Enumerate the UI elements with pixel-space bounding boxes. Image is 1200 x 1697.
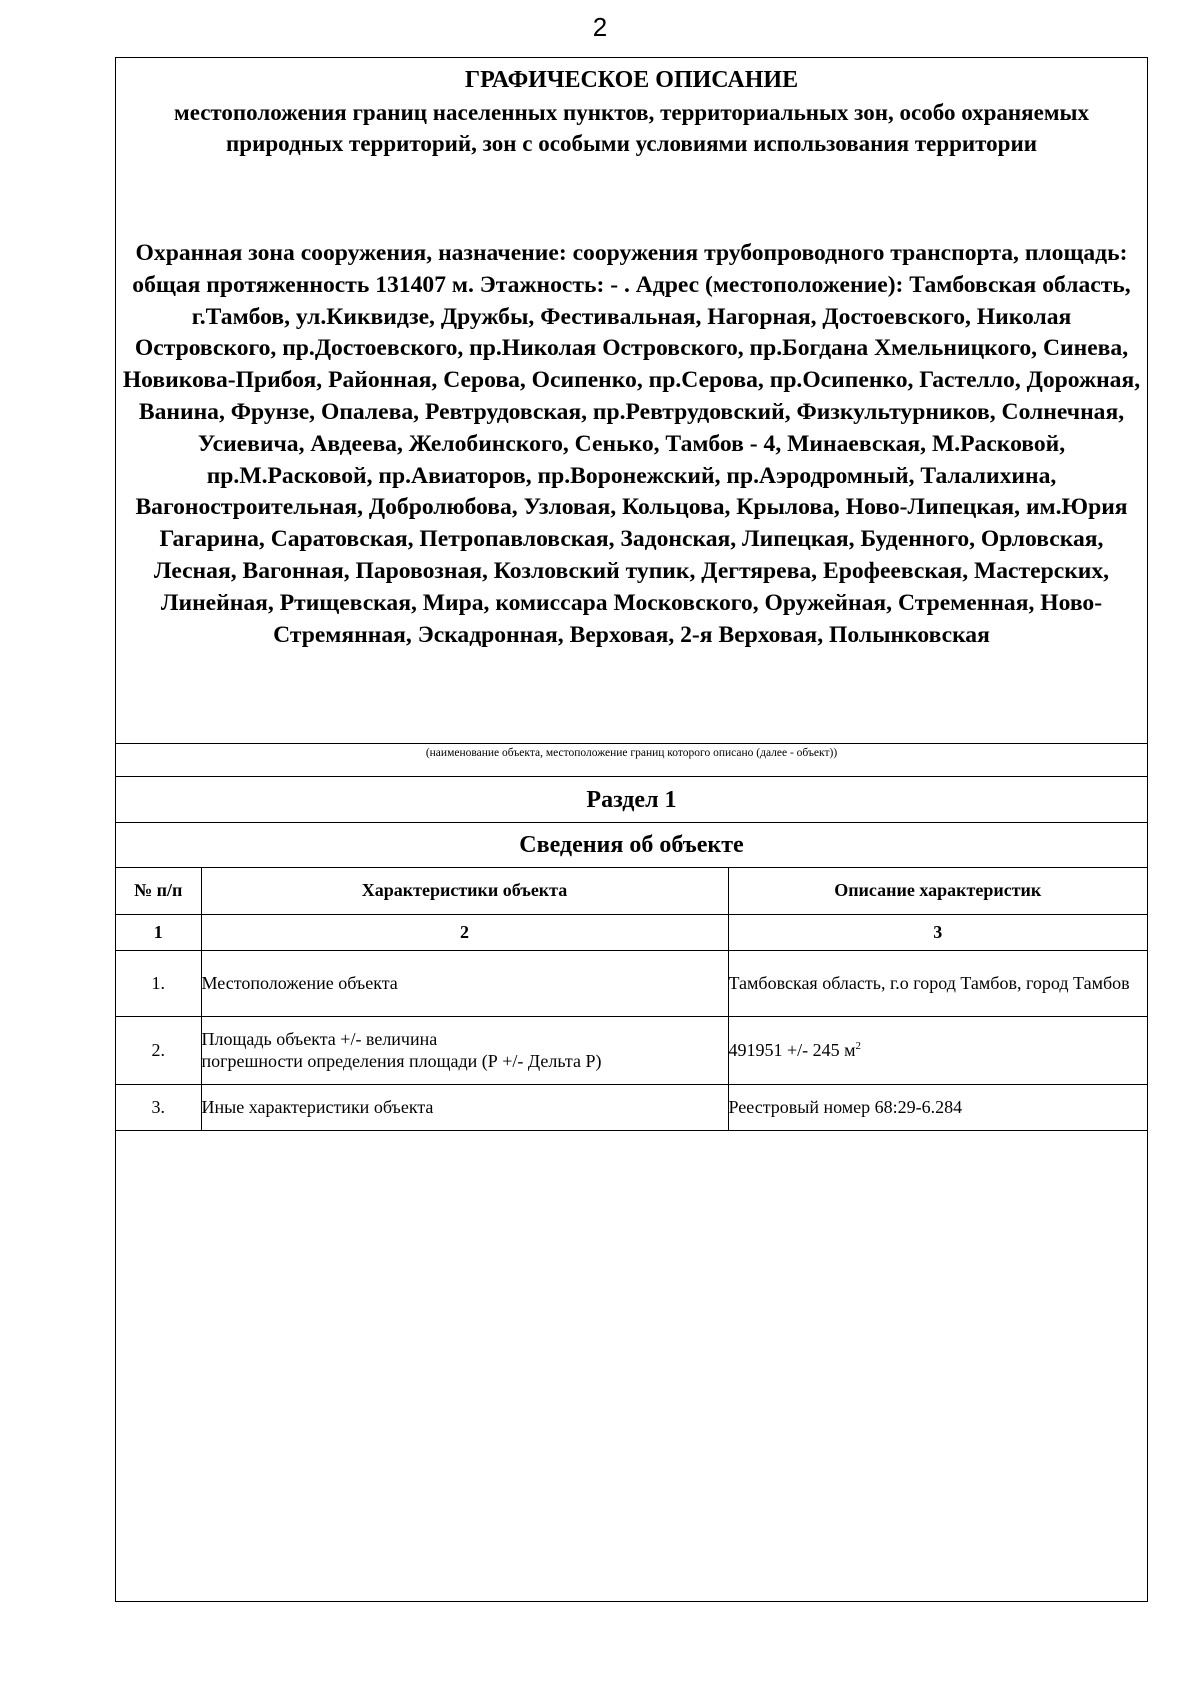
section-number: Раздел 1: [116, 777, 1147, 823]
table-header-row: [116, 868, 1147, 914]
row-description: Реестровый номер 68:29-6.284: [728, 1084, 1147, 1130]
document-title: ГРАФИЧЕСКОЕ ОПИСАНИЕ: [464, 67, 799, 93]
object-name: Охранная зона сооружения, назначение: сооружения трубопроводного транспорта, площадь: общая протяженность 131407 м. Этажность: - . Адрес (местоположение): Тамбовская область, г.Тамбов, ул.Киквидзе, Дружбы, Фестивальная, Нагорная, Достоевского, Николая Островского, пр.Достоевского, пр.Николая Островского, пр.Богдана Хмельницкого, Синева, Новикова-Прибоя, Районная, Серова, Осипенко, пр.Серова, пр.Осипенко, Гастелло, Дорожная, Ванина, Фрунзе, Опалева, Ревтрудовская, пр.Ревтрудовский, Физкультурников, Солнечная, Усиевича, Авдеева, Желобинского, Сенько, Тамбов - 4, Минаевская, М.Расковой, пр.М.Расковой, пр.Авиаторов, пр.Воронежский, пр.Аэродромный, Талалихина, Вагоностроительная, Добролюбова, Узловая, Кольцова, Крылова, Ново-Липецкая, им.Юрия Гагарина, Саратовская, Петропавловская, Задонская, Липецкая, Буденного, Орловская, Лесная, Вагонная, Паровозная, Козловский тупик, Дегтярева, Ерофеевская, Мастерских, Линейная, Ртищевская, Мира, комиссара Московского, Оружейная, Стременная, Ново-Стремянная, Эскадронная, Верховая, 2-я Верховая, Полынковская: [122, 240, 1141, 648]
column-number-2: 2: [201, 914, 728, 950]
row-description: Тамбовская область, г.о город Тамбов, город Тамбов: [728, 950, 1147, 1016]
column-number-3: 3: [728, 914, 1147, 950]
row-characteristic: [201, 1016, 728, 1084]
object-caption: (наименование объекта, местоположение границ которого описано (далее - объект)): [116, 743, 1147, 777]
header-characteristic: Характеристики объекта: [201, 868, 728, 914]
page-number: 2: [592, 12, 608, 42]
row-characteristic-line: Площадь объекта +/- величина: [201, 1029, 438, 1049]
table-row: [116, 1084, 1147, 1130]
header-block: [116, 58, 1147, 743]
header-description: Описание характеристик: [728, 868, 1147, 914]
header-number: № п/п: [116, 868, 201, 914]
row-number: 1.: [116, 950, 201, 1016]
column-number-1: 1: [116, 914, 201, 950]
area-unit-superscript: 2: [855, 1040, 862, 1052]
document-subtitle: местоположения границ населенных пунктов, территориальных зон, особо охраняемых природных территорий, зон с особыми условиями использования территории: [174, 100, 1089, 156]
row-number: 2.: [116, 1016, 201, 1084]
row-characteristic-line: погрешности определения площади (Р +/- Дельта Р): [201, 1051, 602, 1071]
document-frame: [115, 57, 1148, 1602]
table-row: [116, 950, 1147, 1016]
row-characteristic: Местоположение объекта: [201, 950, 728, 1016]
section-title: Сведения об объекте: [116, 823, 1147, 868]
object-info-table: [116, 868, 1147, 1131]
table-column-numbers-row: [116, 914, 1147, 950]
table-row: [116, 1016, 1147, 1084]
area-value: 491951 +/- 245 м: [728, 1040, 856, 1060]
row-characteristic: Иные характеристики объекта: [201, 1084, 728, 1130]
row-description: [728, 1016, 1147, 1084]
row-number: 3.: [116, 1084, 201, 1130]
